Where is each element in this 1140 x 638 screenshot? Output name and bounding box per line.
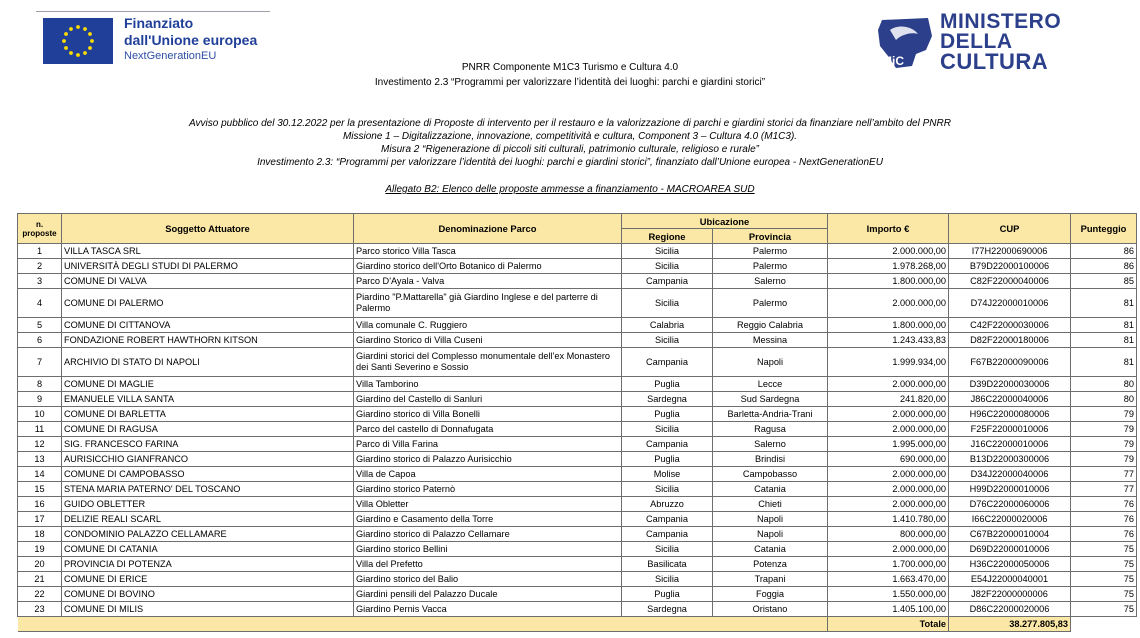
cell-importo: 1.550.000,00 <box>828 587 949 602</box>
mic-badge: MiC <box>882 54 904 68</box>
cell-cup: D76C22000060006 <box>949 497 1071 512</box>
cell-n: 18 <box>18 527 62 542</box>
total-value: 38.277.805,83 <box>949 617 1071 632</box>
cell-provincia: Brindisi <box>713 452 828 467</box>
cell-soggetto: COMUNE DI CITTANOVA <box>62 318 354 333</box>
cell-importo: 241.820,00 <box>828 392 949 407</box>
cell-provincia: Palermo <box>713 259 828 274</box>
cell-punteggio: 85 <box>1071 274 1137 289</box>
cell-importo: 690.000,00 <box>828 452 949 467</box>
cell-n: 23 <box>18 602 62 617</box>
table-row <box>18 377 1137 392</box>
cell-importo: 2.000.000,00 <box>828 542 949 557</box>
cell-cup: J82F22000000006 <box>949 587 1071 602</box>
ministry-line-1: MINISTERO <box>940 10 1062 33</box>
cell-soggetto: PROVINCIA DI POTENZA <box>62 557 354 572</box>
cell-cup: F25F22000010006 <box>949 422 1071 437</box>
cell-regione: Sicilia <box>622 542 713 557</box>
table-row <box>18 274 1137 289</box>
cell-importo: 2.000.000,00 <box>828 422 949 437</box>
cell-n: 20 <box>18 557 62 572</box>
eu-flag-icon <box>43 18 113 64</box>
cell-soggetto: SIG. FRANCESCO FARINA <box>62 437 354 452</box>
cell-soggetto: VILLA TASCA SRL <box>62 244 354 259</box>
cell-n: 2 <box>18 259 62 274</box>
col-header-n: n. proposte <box>18 214 62 244</box>
cell-importo: 800.000,00 <box>828 527 949 542</box>
cell-importo: 2.000.000,00 <box>828 467 949 482</box>
table-row <box>18 557 1137 572</box>
cell-cup: C42F22000030006 <box>949 318 1071 333</box>
table-row <box>18 244 1137 259</box>
cell-regione: Puglia <box>622 587 713 602</box>
cell-soggetto: DELIZIE REALI SCARL <box>62 512 354 527</box>
cell-soggetto: COMUNE DI CAMPOBASSO <box>62 467 354 482</box>
cell-importo: 2.000.000,00 <box>828 244 949 259</box>
cell-cup: I77H22000690006 <box>949 244 1071 259</box>
cell-importo: 2.000.000,00 <box>828 289 949 318</box>
cell-soggetto: EMANUELE VILLA SANTA <box>62 392 354 407</box>
cell-cup: D34J22000040006 <box>949 467 1071 482</box>
table-row <box>18 259 1137 274</box>
cell-punteggio: 76 <box>1071 497 1137 512</box>
cell-soggetto: STENA MARIA PATERNO' DEL TOSCANO <box>62 482 354 497</box>
cell-provincia: Reggio Calabria <box>713 318 828 333</box>
cell-regione: Molise <box>622 467 713 482</box>
cell-punteggio: 86 <box>1071 244 1137 259</box>
table-row <box>18 602 1137 617</box>
cell-regione: Sicilia <box>622 333 713 348</box>
cell-regione: Puglia <box>622 452 713 467</box>
table-row <box>18 452 1137 467</box>
cell-punteggio: 75 <box>1071 587 1137 602</box>
cell-parco: Giardino e Casamento della Torre <box>354 512 622 527</box>
cell-punteggio: 81 <box>1071 333 1137 348</box>
cell-regione: Abruzzo <box>622 497 713 512</box>
cell-n: 17 <box>18 512 62 527</box>
table-row <box>18 348 1137 377</box>
table-row <box>18 572 1137 587</box>
table-row <box>18 318 1137 333</box>
cell-n: 19 <box>18 542 62 557</box>
cell-importo: 2.000.000,00 <box>828 407 949 422</box>
cell-cup: D74J22000010006 <box>949 289 1071 318</box>
cell-punteggio: 77 <box>1071 467 1137 482</box>
cell-parco: Giardino storico dell'Orto Botanico di Palermo <box>354 259 622 274</box>
cell-cup: B79D22000100006 <box>949 259 1071 274</box>
cell-parco: Giardino storico di Palazzo Cellamare <box>354 527 622 542</box>
col-header-parco: Denominazione Parco <box>354 214 622 244</box>
col-header-ubicazione: Ubicazione <box>622 214 828 229</box>
cell-provincia: Trapani <box>713 572 828 587</box>
cell-regione: Sardegna <box>622 602 713 617</box>
cell-regione: Sicilia <box>622 244 713 259</box>
cell-n: 11 <box>18 422 62 437</box>
cell-punteggio: 75 <box>1071 557 1137 572</box>
cell-regione: Sicilia <box>622 259 713 274</box>
proposals-table <box>17 213 1137 632</box>
table-row <box>18 482 1137 497</box>
table-row <box>18 542 1137 557</box>
cell-punteggio: 75 <box>1071 542 1137 557</box>
cell-punteggio: 81 <box>1071 289 1137 318</box>
cell-soggetto: COMUNE DI MILIS <box>62 602 354 617</box>
cell-n: 15 <box>18 482 62 497</box>
cell-provincia: Salerno <box>713 274 828 289</box>
cell-parco: Parco di Villa Farina <box>354 437 622 452</box>
cell-parco: Giardini pensili del Palazzo Ducale <box>354 587 622 602</box>
cell-provincia: Napoli <box>713 348 828 377</box>
cell-cup: H36C22000050006 <box>949 557 1071 572</box>
cell-n: 3 <box>18 274 62 289</box>
cell-importo: 1.243.433,83 <box>828 333 949 348</box>
cell-punteggio: 86 <box>1071 259 1137 274</box>
cell-soggetto: CONDOMINIO PALAZZO CELLAMARE <box>62 527 354 542</box>
avviso-line-3: Misura 2 “Rigenerazione di piccoli siti culturali, patrimonio culturale, religioso e rurale” <box>381 144 759 155</box>
cell-provincia: Salerno <box>713 437 828 452</box>
table-row <box>18 407 1137 422</box>
table-row <box>18 527 1137 542</box>
cell-cup: E54J22000040001 <box>949 572 1071 587</box>
cell-cup: F67B22000090006 <box>949 348 1071 377</box>
cell-cup: C82F22000040006 <box>949 274 1071 289</box>
avviso-line-2: Missione 1 – Digitalizzazione, innovazione, competitività e cultura, Component 3 – Cultura 4.0 (M1C3). <box>342 131 798 142</box>
cell-importo: 1.999.934,00 <box>828 348 949 377</box>
table-row <box>18 333 1137 348</box>
cell-regione: Sicilia <box>622 422 713 437</box>
cell-parco: Villa de Capoa <box>354 467 622 482</box>
cell-provincia: Potenza <box>713 557 828 572</box>
cell-punteggio: 79 <box>1071 422 1137 437</box>
cell-cup: H99D22000010006 <box>949 482 1071 497</box>
cell-regione: Campania <box>622 348 713 377</box>
cell-n: 9 <box>18 392 62 407</box>
cell-cup: D39D22000030006 <box>949 377 1071 392</box>
cell-n: 10 <box>18 407 62 422</box>
cell-n: 6 <box>18 333 62 348</box>
table-row <box>18 467 1137 482</box>
avviso-line-4: Investimento 2.3: “Programmi per valorizzare l’identità dei luoghi: parchi e giardini storici”, finanziato dall’Unione europea - NextGenerationEU <box>257 157 883 168</box>
cell-regione: Campania <box>622 274 713 289</box>
cell-importo: 1.800.000,00 <box>828 318 949 333</box>
cell-importo: 1.700.000,00 <box>828 557 949 572</box>
cell-regione: Campania <box>622 437 713 452</box>
cell-n: 22 <box>18 587 62 602</box>
cell-punteggio: 77 <box>1071 482 1137 497</box>
eu-funding-text <box>124 15 257 64</box>
ministry-line-3: CULTURA <box>940 49 1049 74</box>
cell-n: 14 <box>18 467 62 482</box>
cell-importo: 2.000.000,00 <box>828 497 949 512</box>
cell-regione: Sicilia <box>622 482 713 497</box>
table-row <box>18 497 1137 512</box>
cell-parco: Giardino Pernis Vacca <box>354 602 622 617</box>
table-body <box>18 244 1137 617</box>
cell-regione: Campania <box>622 512 713 527</box>
eu-line-3: NextGenerationEU <box>124 50 217 62</box>
cell-soggetto: UNIVERSITÀ DEGLI STUDI DI PALERMO <box>62 259 354 274</box>
cell-punteggio: 75 <box>1071 572 1137 587</box>
cell-soggetto: COMUNE DI BOVINO <box>62 587 354 602</box>
cell-n: 21 <box>18 572 62 587</box>
cell-provincia: Messina <box>713 333 828 348</box>
cell-n: 4 <box>18 289 62 318</box>
cell-n: 1 <box>18 244 62 259</box>
cell-regione: Sardegna <box>622 392 713 407</box>
col-header-regione: Regione <box>622 229 713 244</box>
cell-n: 12 <box>18 437 62 452</box>
cell-parco: Giardino storico del Balio <box>354 572 622 587</box>
cell-importo: 2.000.000,00 <box>828 482 949 497</box>
table-row <box>18 422 1137 437</box>
cell-regione: Basilicata <box>622 557 713 572</box>
cell-importo: 1.410.780,00 <box>828 512 949 527</box>
cell-soggetto: COMUNE DI VALVA <box>62 274 354 289</box>
cell-soggetto: AURISICCHIO GIANFRANCO <box>62 452 354 467</box>
cell-parco: Giardino storico di Palazzo Aurisicchio <box>354 452 622 467</box>
cell-provincia: Foggia <box>713 587 828 602</box>
eu-line-1: Finanziato <box>124 15 194 31</box>
cell-punteggio: 76 <box>1071 527 1137 542</box>
eu-stars-icon <box>43 18 113 64</box>
total-spacer <box>18 617 828 632</box>
cell-parco: Villa Tamborino <box>354 377 622 392</box>
cell-parco: Giardini storici del Complesso monumentale dell'ex Monastero dei Santi Severino e Sossio <box>354 348 622 377</box>
avviso-line-1: Avviso pubblico del 30.12.2022 per la presentazione di Proposte di intervento per il restauro e la valorizzazione di parchi e giardini storici da finanziare nell’ambito del PNRR <box>189 118 951 129</box>
cell-provincia: Campobasso <box>713 467 828 482</box>
cell-cup: J86C22000040006 <box>949 392 1071 407</box>
cell-parco: Giardino Storico di Villa Cuseni <box>354 333 622 348</box>
cell-n: 5 <box>18 318 62 333</box>
cell-importo: 1.405.100,00 <box>828 602 949 617</box>
cell-punteggio: 76 <box>1071 512 1137 527</box>
total-label: Totale <box>828 617 949 632</box>
eu-line-2: dall'Unione europea <box>124 32 258 48</box>
cell-provincia: Ragusa <box>713 422 828 437</box>
cell-cup: H96C22000080006 <box>949 407 1071 422</box>
cell-importo: 2.000.000,00 <box>828 377 949 392</box>
cell-n: 13 <box>18 452 62 467</box>
cell-provincia: Lecce <box>713 377 828 392</box>
cell-regione: Sicilia <box>622 289 713 318</box>
cell-punteggio: 80 <box>1071 377 1137 392</box>
table-row <box>18 392 1137 407</box>
cell-soggetto: COMUNE DI MAGLIE <box>62 377 354 392</box>
total-row <box>18 617 1137 632</box>
cell-soggetto: ARCHIVIO DI STATO DI NAPOLI <box>62 348 354 377</box>
cell-importo: 1.663.470,00 <box>828 572 949 587</box>
cell-provincia: Barletta-Andria-Trani <box>713 407 828 422</box>
cell-regione: Campania <box>622 527 713 542</box>
cell-importo: 1.800.000,00 <box>828 274 949 289</box>
col-header-soggetto: Soggetto Attuatore <box>62 214 354 244</box>
cell-provincia: Napoli <box>713 527 828 542</box>
cell-n: 16 <box>18 497 62 512</box>
cell-parco: Parco D'Ayala - Valva <box>354 274 622 289</box>
cell-cup: B13D22000300006 <box>949 452 1071 467</box>
col-header-importo: Importo € <box>828 214 949 244</box>
cell-regione: Sicilia <box>622 572 713 587</box>
cell-punteggio: 75 <box>1071 602 1137 617</box>
cell-soggetto: COMUNE DI CATANIA <box>62 542 354 557</box>
cell-parco: Piardino "P.Mattarella" già Giardino Inglese e del parterre di Palermo <box>354 289 622 318</box>
cell-n: 7 <box>18 348 62 377</box>
cell-provincia: Palermo <box>713 289 828 318</box>
cell-parco: Villa Obletter <box>354 497 622 512</box>
cell-punteggio: 80 <box>1071 392 1137 407</box>
top-rule <box>36 11 270 12</box>
cell-punteggio: 79 <box>1071 452 1137 467</box>
cell-punteggio: 79 <box>1071 407 1137 422</box>
cell-provincia: Palermo <box>713 244 828 259</box>
table-row <box>18 437 1137 452</box>
cell-provincia: Oristano <box>713 602 828 617</box>
cell-punteggio: 81 <box>1071 318 1137 333</box>
cell-soggetto: GUIDO OBLETTER <box>62 497 354 512</box>
cell-parco: Villa del Prefetto <box>354 557 622 572</box>
cell-parco: Giardino storico di Villa Bonelli <box>354 407 622 422</box>
cell-parco: Giardino storico Paternò <box>354 482 622 497</box>
header-line-1: PNRR Componente M1C3 Turismo e Cultura 4.0 <box>461 62 679 73</box>
cell-parco: Parco storico Villa Tasca <box>354 244 622 259</box>
col-header-provincia: Provincia <box>713 229 828 244</box>
col-header-cup: CUP <box>949 214 1071 244</box>
table-row <box>18 289 1137 318</box>
cell-n: 8 <box>18 377 62 392</box>
header-line-2: Investimento 2.3 “Programmi per valorizzare l’identità dei luoghi: parchi e giardini storici” <box>374 77 766 88</box>
total-trailing <box>1071 617 1137 632</box>
cell-soggetto: COMUNE DI PALERMO <box>62 289 354 318</box>
cell-punteggio: 79 <box>1071 437 1137 452</box>
cell-parco: Giardino storico Bellini <box>354 542 622 557</box>
cell-regione: Calabria <box>622 318 713 333</box>
ministry-line-2: DELLA <box>940 30 1013 53</box>
cell-soggetto: COMUNE DI ERICE <box>62 572 354 587</box>
allegato-title: Allegato B2: Elenco delle proposte ammesse a finanziamento - MACROAREA SUD <box>385 184 755 195</box>
cell-soggetto: COMUNE DI BARLETTA <box>62 407 354 422</box>
cell-cup: I66C22000020006 <box>949 512 1071 527</box>
cell-soggetto: COMUNE DI RAGUSA <box>62 422 354 437</box>
cell-provincia: Napoli <box>713 512 828 527</box>
cell-soggetto: FONDAZIONE ROBERT HAWTHORN KITSON <box>62 333 354 348</box>
cell-provincia: Catania <box>713 542 828 557</box>
cell-importo: 1.978.268,00 <box>828 259 949 274</box>
cell-cup: D69D22000010006 <box>949 542 1071 557</box>
cell-importo: 1.995.000,00 <box>828 437 949 452</box>
cell-provincia: Catania <box>713 482 828 497</box>
cell-regione: Puglia <box>622 377 713 392</box>
table-row <box>18 587 1137 602</box>
cell-cup: C67B22000010004 <box>949 527 1071 542</box>
cell-punteggio: 81 <box>1071 348 1137 377</box>
cell-regione: Puglia <box>622 407 713 422</box>
cell-provincia: Chieti <box>713 497 828 512</box>
cell-parco: Giardino del Castello di Sanluri <box>354 392 622 407</box>
cell-cup: J16C22000010006 <box>949 437 1071 452</box>
cell-cup: D86C22000020006 <box>949 602 1071 617</box>
cell-parco: Parco del castello di Donnafugata <box>354 422 622 437</box>
cell-parco: Villa comunale C. Ruggiero <box>354 318 622 333</box>
col-header-punteggio: Punteggio <box>1071 214 1137 244</box>
cell-provincia: Sud Sardegna <box>713 392 828 407</box>
table-row <box>18 512 1137 527</box>
cell-cup: D82F22000180006 <box>949 333 1071 348</box>
